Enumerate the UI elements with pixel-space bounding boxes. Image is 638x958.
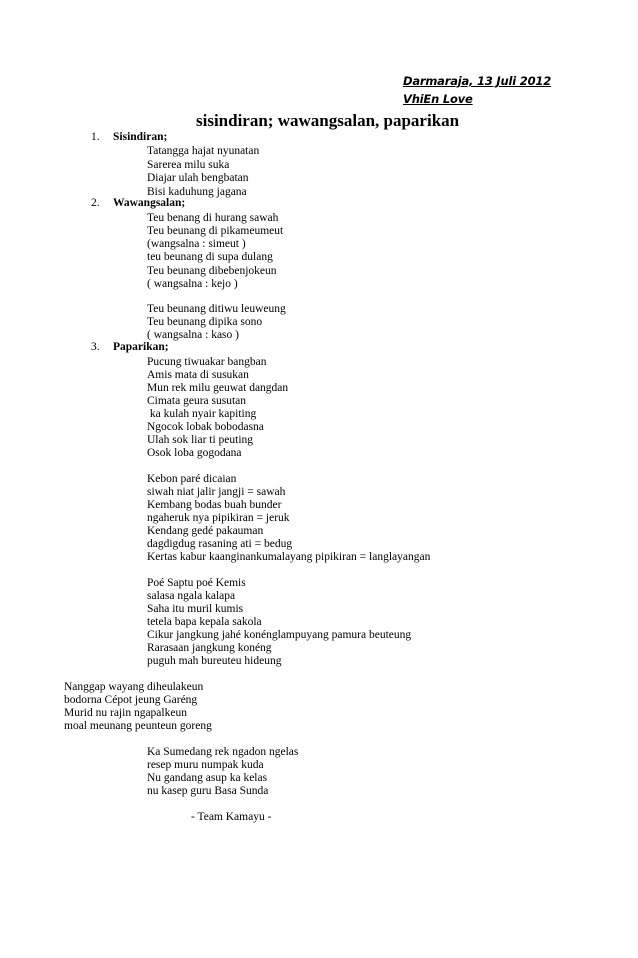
- poem-line: Teu beunang dibebenjokeun: [147, 265, 277, 277]
- section-number: 3.: [91, 341, 100, 353]
- poem-line: ( wangsalna : kaso ): [147, 329, 239, 341]
- poem-line: ( wangsalna : kejo ): [147, 278, 238, 290]
- poem-line: Poé Saptu poé Kemis: [147, 577, 246, 589]
- poem-line: Teu benang di hurang sawah: [147, 212, 279, 224]
- poem-line: tetela bapa kepala sakola: [147, 616, 262, 628]
- poem-line: Sarerea milu suka: [147, 159, 230, 171]
- poem-line: Mun rek milu geuwat dangdan: [147, 382, 289, 394]
- poem-line: teu beunang di supa dulang: [147, 251, 273, 263]
- poem-line: Ka Sumedang rek ngadon ngelas: [147, 746, 299, 758]
- poem-line: Kertas kabur kaanginankumalayang pipikiran = langlayangan: [147, 551, 431, 563]
- poem-line: Amis mata di susukan: [147, 369, 249, 381]
- poem-line: siwah niat jalir jangji = sawah: [147, 486, 286, 498]
- poem-line: Bisi kaduhung jagana: [147, 186, 247, 198]
- poem-line: Rarasaan jangkung konéng: [147, 642, 272, 654]
- poem-line: Kembang bodas buah bunder: [147, 499, 282, 511]
- poem-line: Kendang gedé pakauman: [147, 525, 264, 537]
- poem-line: ngaheruk nya pipikiran = jeruk: [147, 512, 290, 524]
- poem-line: Teu beunang dipika sono: [147, 316, 263, 328]
- poem-line: Pucung tiwuakar bangban: [147, 356, 267, 368]
- poem-line: Nanggap wayang diheulakeun: [64, 681, 204, 693]
- section-number: 1.: [91, 131, 100, 143]
- poem-line: salasa ngala kalapa: [147, 590, 236, 602]
- poem-line: Osok loba gogodana: [147, 447, 242, 459]
- section-heading: Paparikan;: [113, 341, 169, 353]
- section-heading: Sisindiran;: [113, 131, 168, 143]
- header-author: VhiEn Love: [403, 92, 473, 106]
- poem-line: nu kasep guru Basa Sunda: [147, 785, 269, 797]
- poem-line: Teu beunang di pikameumeut: [147, 225, 284, 237]
- poem-line: Teu beunang ditiwu leuweung: [147, 303, 286, 315]
- poem-line: ka kulah nyair kapiting: [147, 408, 257, 420]
- poem-line: Tatangga hajat nyunatan: [147, 145, 260, 157]
- poem-line: moal meunang peunteun goreng: [64, 720, 212, 732]
- poem-line: puguh mah bureuteu hideung: [147, 655, 282, 667]
- poem-line: Nu gandang asup ka kelas: [147, 772, 268, 784]
- poem-line: Kebon paré dicaian: [147, 473, 237, 485]
- poem-line: resep muru numpak kuda: [147, 759, 264, 771]
- poem-line: Murid nu rajin ngapalkeun: [64, 707, 187, 719]
- poem-line: Diajar ulah bengbatan: [147, 172, 249, 184]
- poem-line: dagdigdug rasaning ati = bedug: [147, 538, 293, 550]
- signature: - Team Kamayu -: [191, 811, 272, 823]
- header-place-date: Darmaraja, 13 Juli 2012: [403, 74, 551, 88]
- section-number: 2.: [91, 197, 100, 209]
- poem-line: Ulah sok liar ti peuting: [147, 434, 254, 446]
- page-title: sisindiran; wawangsalan, paparikan: [196, 111, 460, 130]
- poem-line: (wangsalna : simeut ): [147, 238, 246, 250]
- poem-line: bodorna Cépot jeung Garéng: [64, 694, 198, 706]
- poem-line: Cikur jangkung jahé konénglampuyang pamura beuteung: [147, 629, 412, 641]
- poem-line: Saha itu muril kumis: [147, 603, 244, 615]
- section-heading: Wawangsalan;: [113, 197, 186, 209]
- poem-line: Ngocok lobak bobodasna: [147, 421, 264, 433]
- poem-line: Cimata geura susutan: [147, 395, 247, 407]
